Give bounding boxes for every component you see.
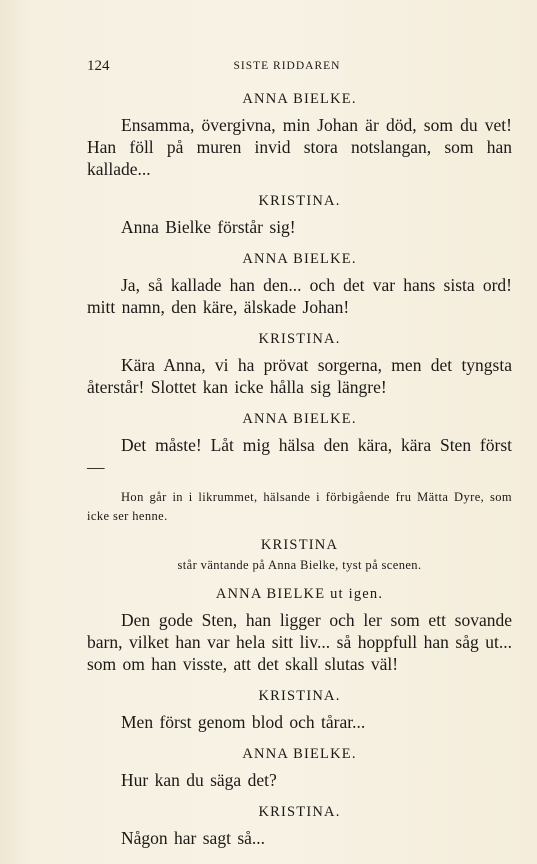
speaker-name: KRISTINA (260, 537, 339, 553)
speaker-name: KRISTINA. (258, 688, 341, 704)
speech-line: Ja, så kallade han den... och det var hans sista ord! mitt namn, den käre, älskade Johan! (87, 275, 512, 317)
speech-line: Men först genom blod och tårar... (121, 712, 366, 732)
speech-line: Det måste! Låt mig hälsa den kära, kära Sten först — (87, 435, 512, 477)
speech-line: Hur kan du säga det? (121, 770, 277, 790)
speech-line: Anna Bielke förstår sig! (121, 217, 296, 237)
stage-direction: står väntande på Anna Bielke, tyst på scenen. (177, 558, 422, 572)
speaker-name: KRISTINA. (258, 804, 341, 820)
stage-direction: Hon går in i likrummet, hälsande i förbigående fru Mätta Dyre, som icke ser henne. (87, 490, 512, 523)
speaker-name: ANNA BIELKE. (242, 746, 357, 762)
speaker-name: ANNA BIELKE. (242, 251, 357, 267)
play-text (87, 88, 512, 859)
speech-line: Någon har sagt så... (121, 828, 266, 848)
speaker-name: ANNA BIELKE. (242, 91, 357, 107)
running-head: SISTE RIDDAREN (233, 60, 341, 72)
speaker-name: KRISTINA. (258, 193, 341, 209)
speech-line: Kära Anna, vi ha prövat sorgerna, men det tyngsta återstår! Slottet kan icke hålla sig längre! (87, 355, 512, 397)
speech-line: Ensamma, övergivna, min Johan är död, som du vet! Han föll på muren invid stora notslangan, som han kallade... (87, 115, 512, 179)
page-header (87, 58, 512, 78)
speaker-name: ANNA BIELKE ut igen. (215, 586, 384, 602)
speaker-name: ANNA BIELKE. (242, 411, 357, 427)
speaker-name: KRISTINA. (258, 331, 341, 347)
speech-line: Den gode Sten, han ligger och ler som ett sovande barn, vilket han var hela sitt liv... så hoppfull han såg ut... som om han visste, att det skall slutas väl! (87, 610, 512, 674)
page-number: 124 (87, 58, 110, 74)
